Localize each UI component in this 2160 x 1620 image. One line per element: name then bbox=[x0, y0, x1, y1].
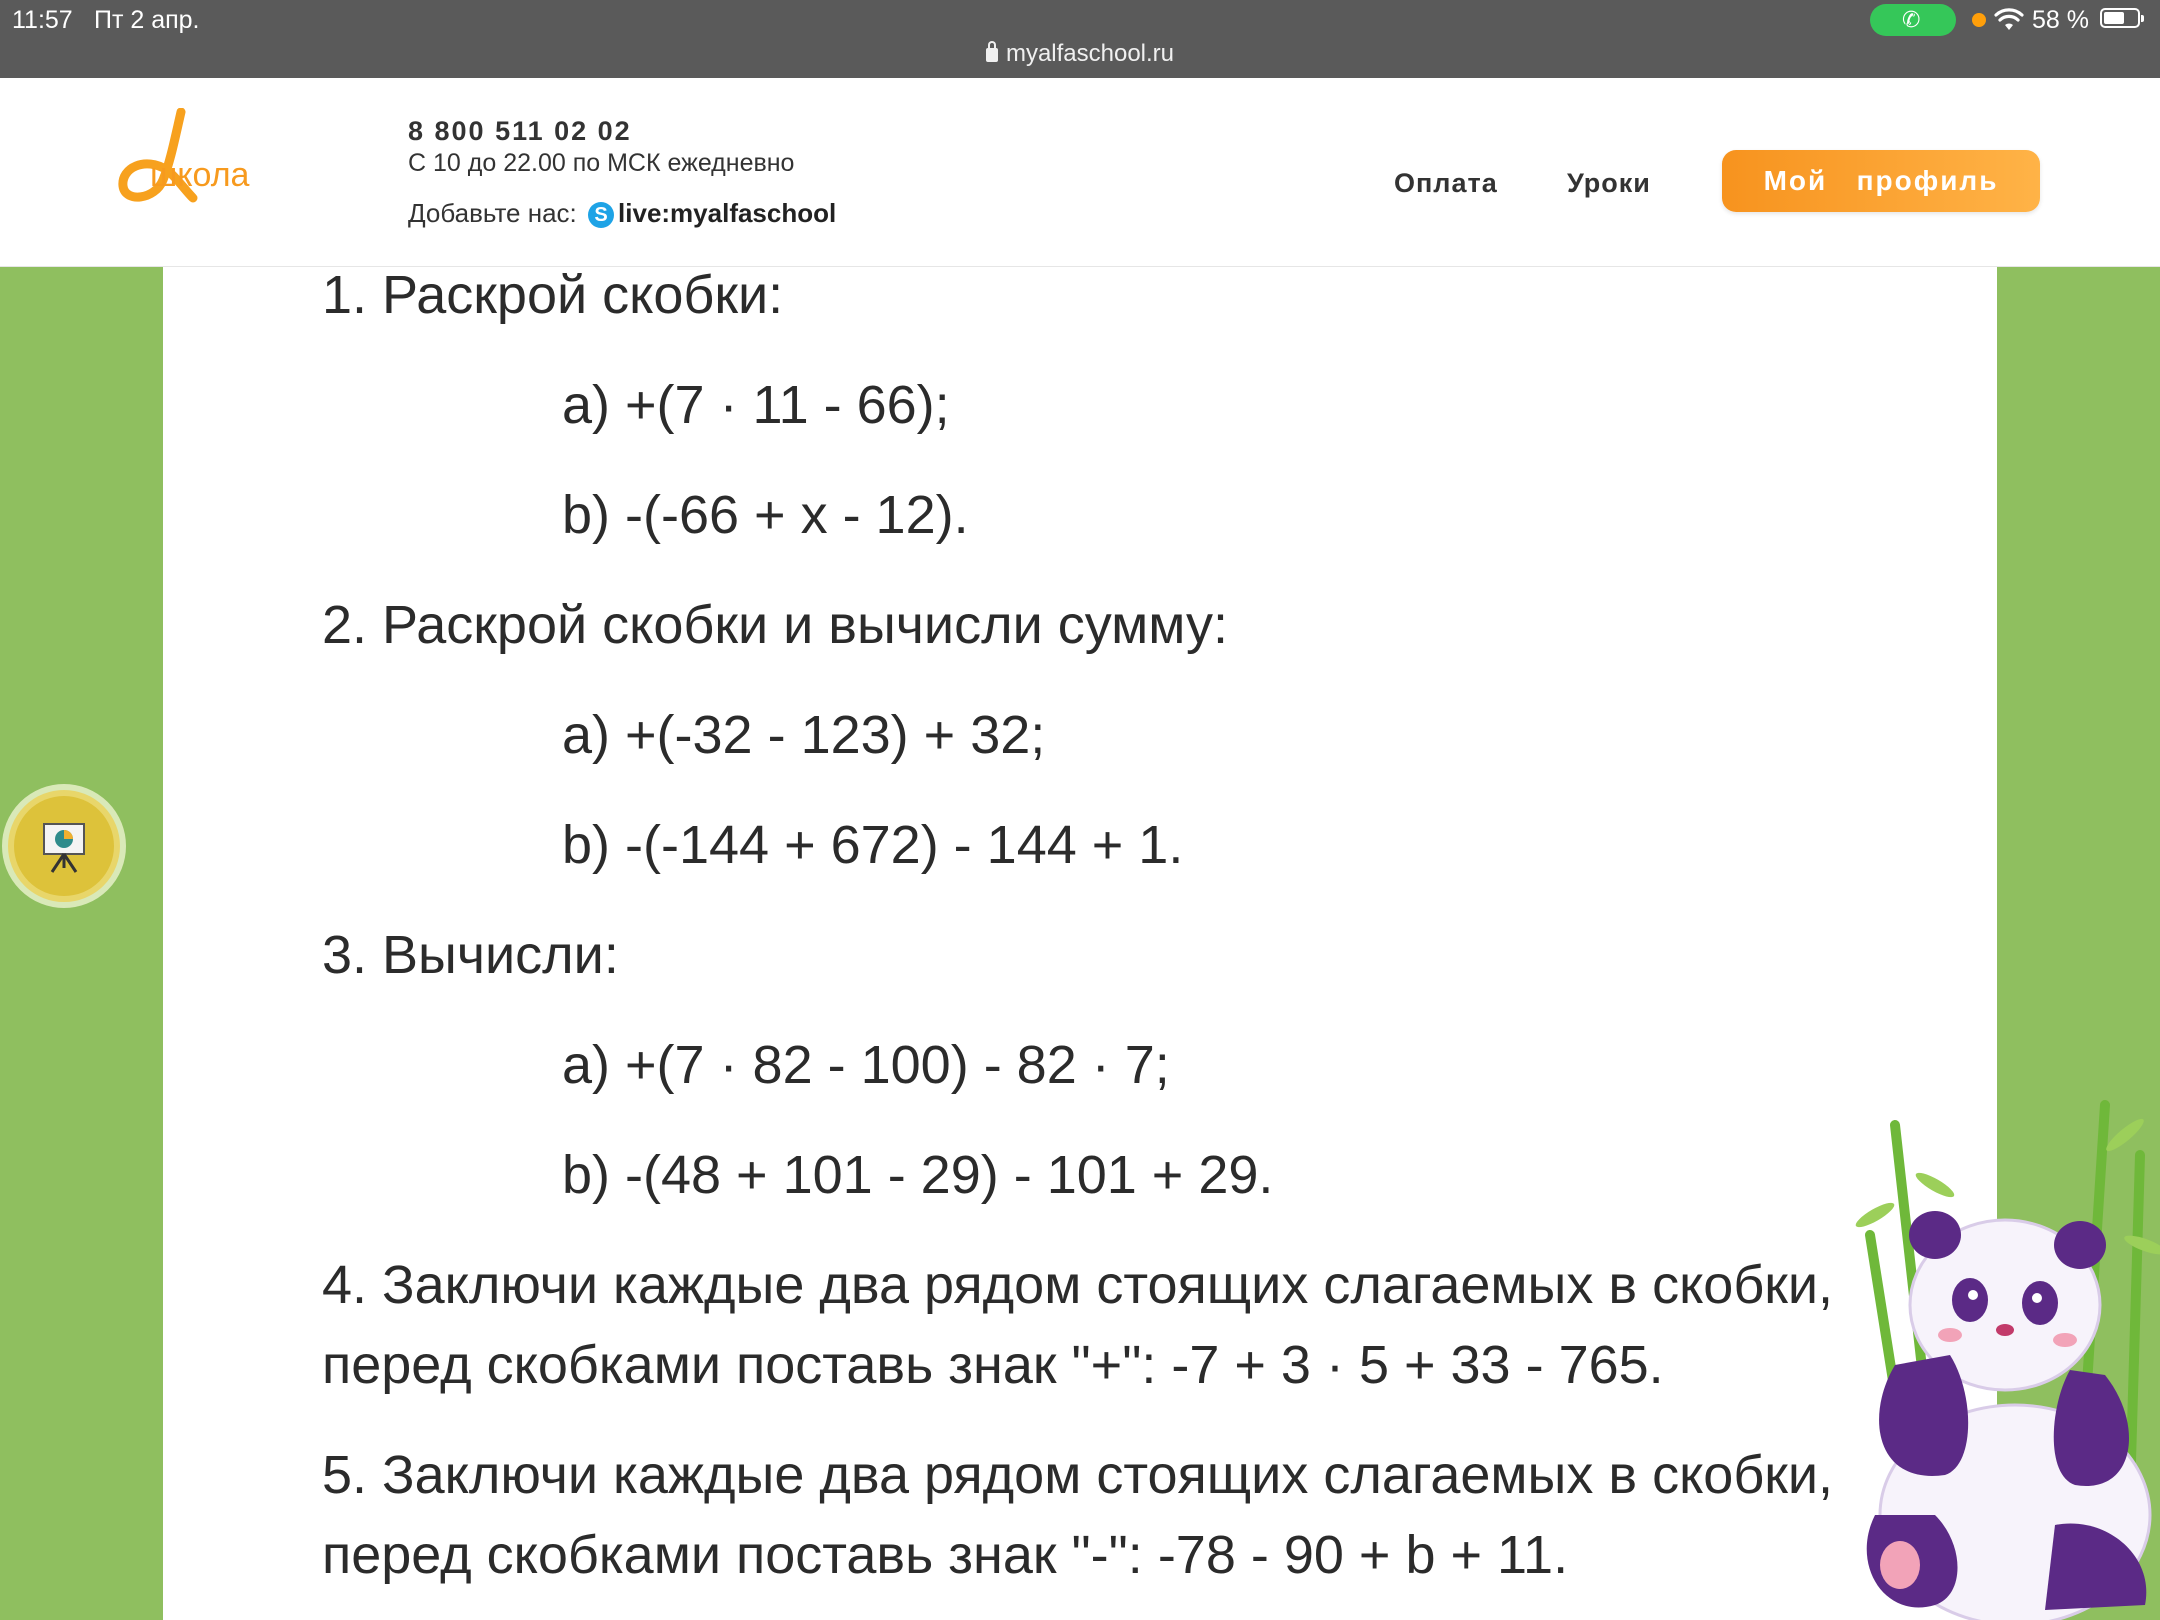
task-2-title: 2. Раскрой скобки и вычисли сумму: bbox=[322, 595, 1229, 655]
status-date: Пт 2 апр. bbox=[94, 6, 200, 34]
active-call-pill[interactable] bbox=[1870, 4, 1956, 36]
skype-id[interactable]: live:myalfaschool bbox=[618, 198, 837, 228]
mic-indicator-icon bbox=[1972, 13, 1986, 27]
battery-percent: 58 % bbox=[2032, 6, 2089, 34]
lock-icon bbox=[986, 48, 998, 62]
nav-payment[interactable]: Оплата bbox=[1394, 168, 1498, 198]
presentation-icon bbox=[14, 796, 114, 896]
site-header bbox=[0, 78, 2160, 267]
task-4-line-2: перед скобками поставь знак "+": -7 + 3 · 5 + 33 - 765. bbox=[322, 1335, 1664, 1395]
address-bar[interactable] bbox=[0, 40, 2160, 68]
my-profile-button[interactable]: Мой профиль bbox=[1722, 150, 2040, 212]
task-3-item-a: a) +(7 · 82 - 100) - 82 · 7; bbox=[562, 1035, 1170, 1095]
task-2-item-a: a) +(-32 - 123) + 32; bbox=[562, 705, 1046, 765]
task-1-title: 1. Раскрой скобки: bbox=[322, 265, 784, 325]
presentation-button[interactable] bbox=[2, 784, 126, 908]
contacts-block bbox=[408, 116, 836, 229]
skype-icon: S bbox=[588, 202, 614, 228]
task-5-line-1: 5. Заключи каждые два рядом стоящих слагаемых в скобки, bbox=[322, 1445, 1834, 1505]
task-1-item-a: a) +(7 · 11 - 66); bbox=[562, 375, 950, 435]
status-time: 11:57 bbox=[12, 6, 73, 34]
task-3-item-b: b) -(48 + 101 - 29) - 101 + 29. bbox=[562, 1145, 1274, 1205]
add-us-label: Добавьте нас: bbox=[408, 198, 577, 228]
task-4-line-1: 4. Заключи каждые два рядом стоящих слагаемых в скобки, bbox=[322, 1255, 1834, 1315]
phone-number[interactable]: 8 800 511 02 02 bbox=[408, 116, 632, 146]
wifi-icon bbox=[1994, 8, 2024, 32]
skype-contact bbox=[408, 198, 836, 229]
task-3-title: 3. Вычисли: bbox=[322, 925, 619, 985]
battery-icon bbox=[2100, 8, 2140, 28]
status-bar bbox=[0, 0, 2160, 78]
task-1-item-b: b) -(-66 + x - 12). bbox=[562, 485, 969, 545]
task-2-item-b: b) -(-144 + 672) - 144 + 1. bbox=[562, 815, 1184, 875]
task-5-line-2: перед скобками поставь знак "-": -78 - 90 + b + 11. bbox=[322, 1525, 1569, 1585]
nav-lessons[interactable]: Уроки bbox=[1567, 168, 1651, 198]
phone-icon: ✆ bbox=[1902, 7, 1921, 32]
panda-mascot-icon bbox=[1855, 1095, 2160, 1620]
working-hours: С 10 до 22.00 по МСК ежедневно bbox=[408, 149, 795, 177]
url-text: myalfaschool.ru bbox=[1005, 40, 1175, 67]
logo-text: школа bbox=[150, 156, 250, 194]
